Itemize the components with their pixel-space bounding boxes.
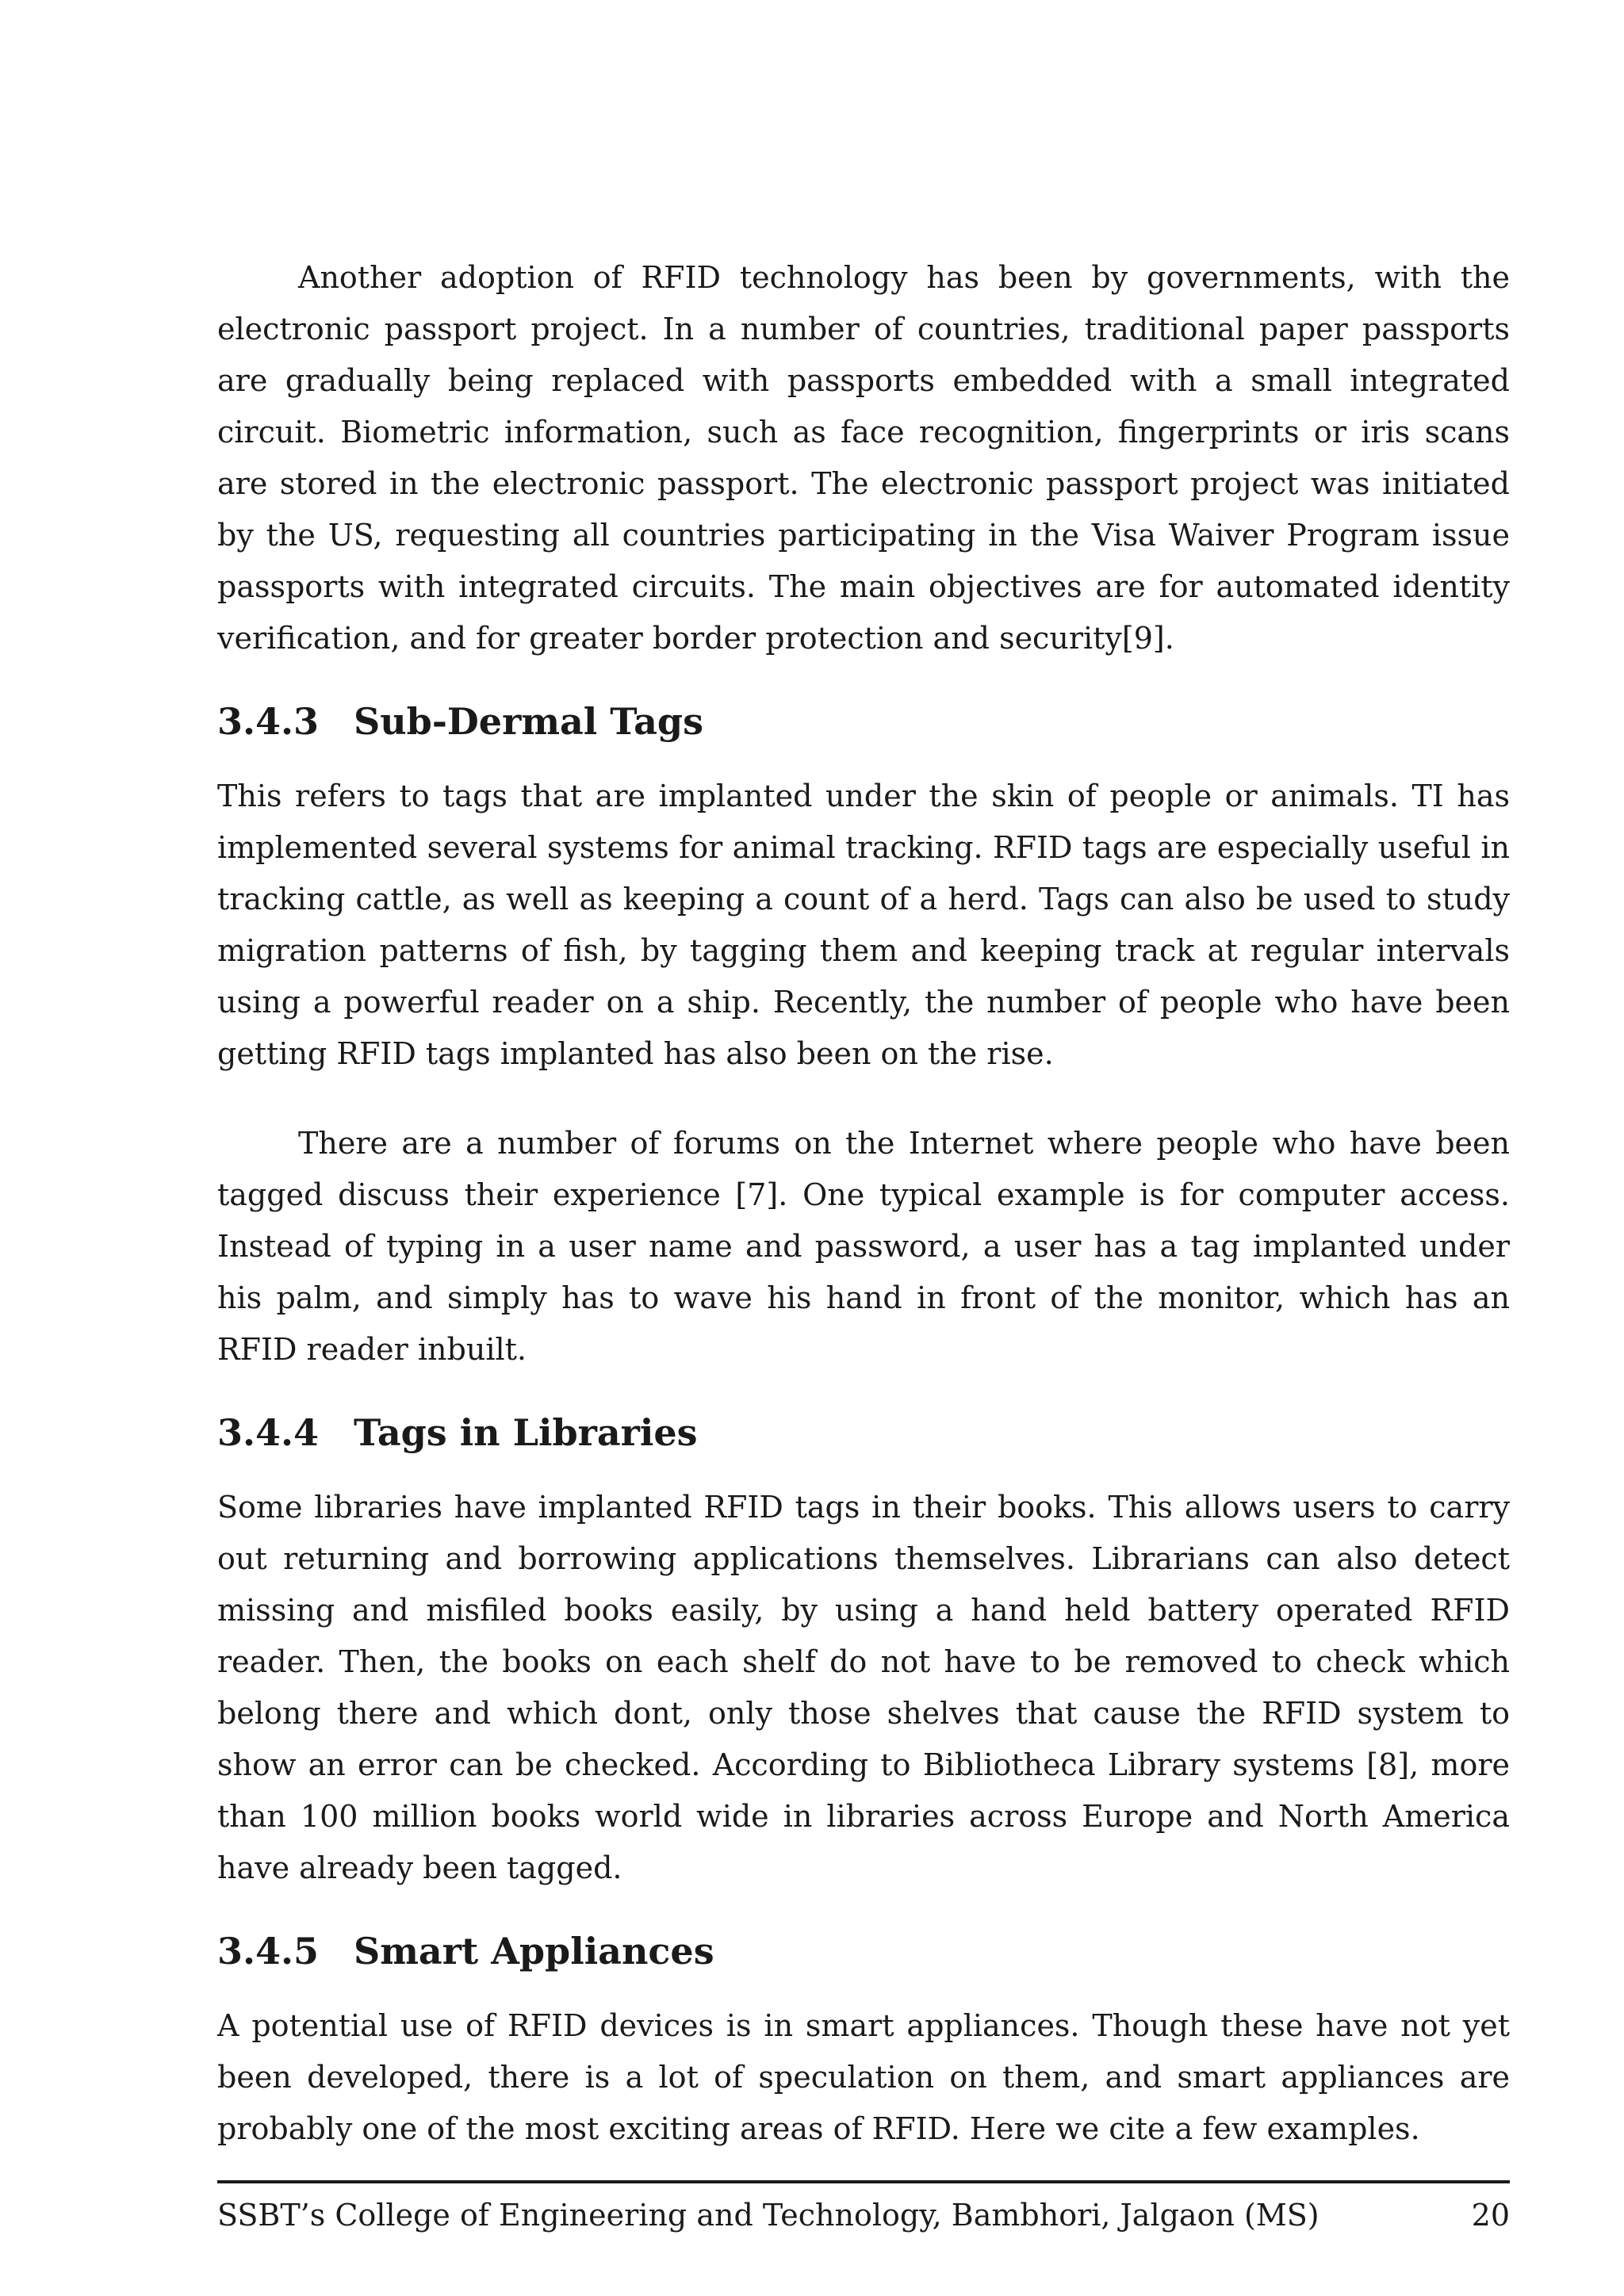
section-heading-tags-in-libraries <box>217 1409 1510 1456</box>
page-body <box>217 252 1510 2155</box>
section-title: Smart Appliances <box>354 1930 714 1973</box>
section-number: 3.4.3 <box>217 700 320 743</box>
paragraph-smart-appliances: A potential use of RFID devices is in smart appliances. Though these have not yet been developed, there is a lot of speculation on them, and smart appliances are probably one of the most exciting areas of RFID. Here we cite a few examples. <box>217 2008 1510 2146</box>
paragraph-tagged-forums: There are a number of forums on the Internet where people who have been tagged discuss their experience [7]. One typical example is for computer access. Instead of typing in a user name and password, a user has a tag implanted under his palm, and simply has to wave his hand in front of the monitor, which has an RFID reader inbuilt. <box>217 1126 1510 1367</box>
paragraph-electronic-passport: Another adoption of RFID technology has been by governments, with the electronic passport project. In a number of countries, traditional paper passports are gradually being replaced with passports embedded with a small integrated circuit. Biometric information, such as face recognition, fingerprints or iris scans are stored in the electronic passport. The electronic passport project was initiated by the US, requesting all countries participating in the Visa Waiver Program issue passports with integrated circuits. The main objectives are for automated identity verification, and for greater border protection and security[9]. <box>217 260 1510 656</box>
page-footer <box>217 2180 1510 2236</box>
footer-rule <box>217 2180 1510 2183</box>
section-number: 3.4.5 <box>217 1930 320 1973</box>
paragraph-tags-in-libraries: Some libraries have implanted RFID tags in their books. This allows users to carry out returning and borrowing applications themselves. Librarians can also detect missing and misfiled books easily, by using a hand held battery operated RFID reader. Then, the books on each shelf do not have to be removed to check which belong there and which dont, only those shelves that cause the RFID system to show an error can be checked. According to Bibliotheca Library systems [8], more than 100 million books world wide in libraries across Europe and North America have already been tagged. <box>217 1490 1510 1885</box>
section-heading-smart-appliances <box>217 1927 1510 1975</box>
page-number: 20 <box>1471 2198 1510 2233</box>
section-title: Tags in Libraries <box>354 1411 698 1454</box>
section-number: 3.4.4 <box>217 1411 320 1454</box>
section-heading-sub-dermal-tags <box>217 698 1510 745</box>
section-title: Sub-Dermal Tags <box>354 700 703 743</box>
footer-institution: SSBT’s College of Engineering and Technology, Bambhori, Jalgaon (MS) <box>217 2198 1320 2233</box>
footer-line <box>217 2195 1510 2236</box>
paragraph-sub-dermal-tags: This refers to tags that are implanted under the skin of people or animals. TI has implemented several systems for animal tracking. RFID tags are especially useful in tracking cattle, as well as keeping a count of a herd. Tags can also be used to study migration patterns of fish, by tagging them and keeping track at regular intervals using a powerful reader on a ship. Recently, the number of people who have been getting RFID tags implanted has also been on the rise. <box>217 779 1510 1071</box>
